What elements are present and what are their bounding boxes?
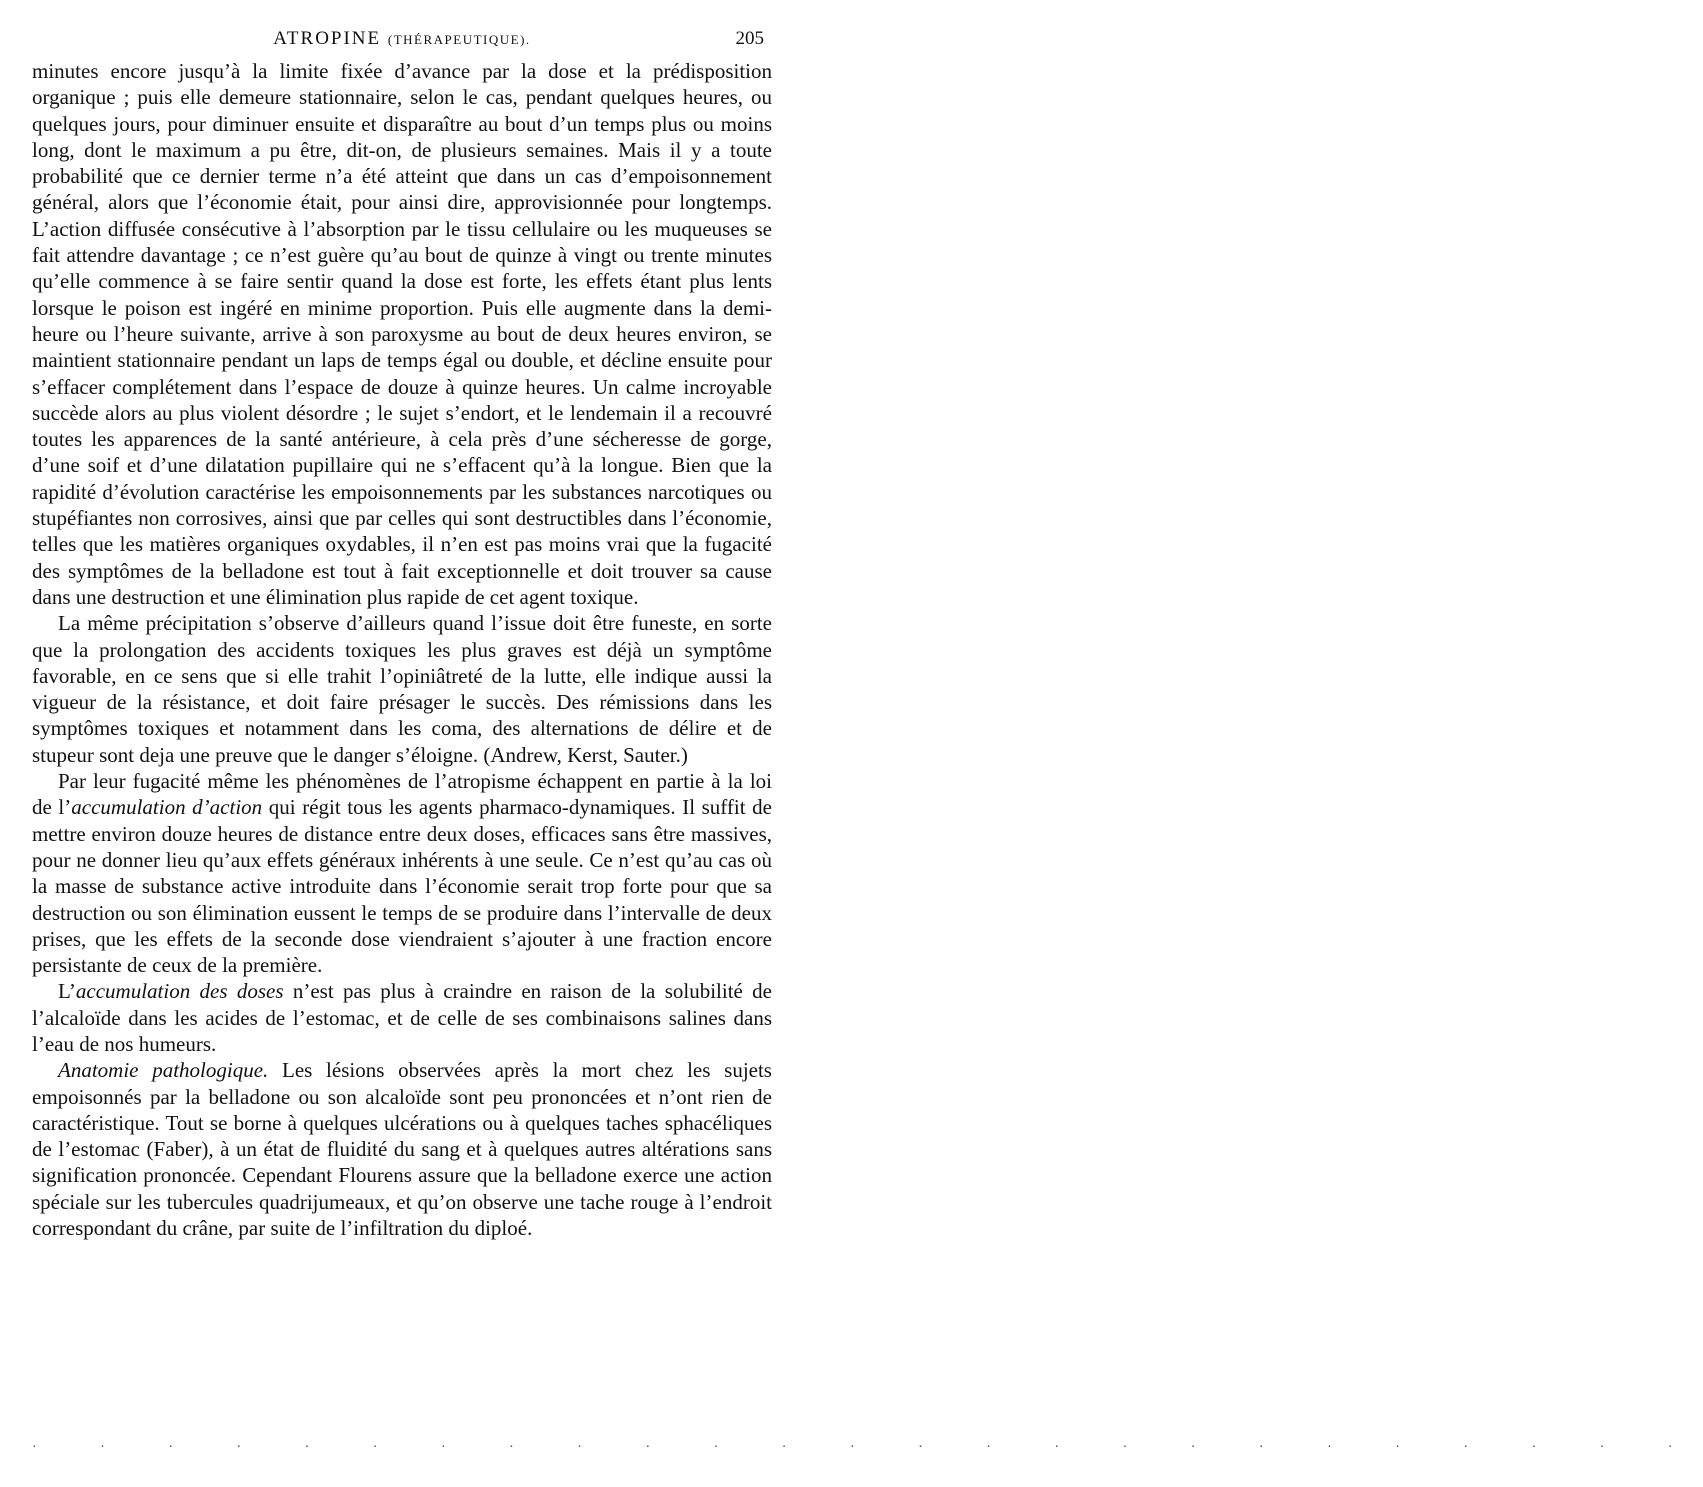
section-heading-italic: Anatomie pathologique. [58, 1058, 269, 1083]
paragraph-accumulation-doses [32, 978, 772, 1057]
running-title-subtitle: (THÉRAPEUTIQUE). [387, 32, 531, 47]
book-page [32, 28, 772, 1241]
paragraph-text: Les lésions observées après la mort chez les sujets empoisonnés par la belladone ou son alcaloïde sont peu prononcées et n’ont rien de caractéristique. Tout se borne à quelques ulcérations ou à quelques taches sphacéliques de l’estomac (Faber), à un état de fluidité du sang et à quelques autres altérations sans signification prononcée. Cependant Flourens assure que la belladone exerce une action spéciale sur les tubercules quadrijumeaux, et qu’on observe une tache rouge à l’endroit correspondant du crâne, par suite de l’infiltration du diploé. [32, 1058, 772, 1241]
paragraph-text: qui régit tous les agents pharmaco-dynamiques. Il suffit de mettre environ douze heures de distance entre deux doses, efficaces sans être massives, pour ne donner lieu qu’aux effets généraux inhérents à une seule. Ce n’est qu’au cas où la masse de substance active introduite dans l’économie serait trop forte pour que sa destruction ou son élimination eussent le temps de se produire dans l’intervalle de deux prises, que les effets de la seconde dose viendraient s’ajouter à une fraction encore persistante de ceux de la première. [32, 795, 773, 978]
running-title-main: ATROPINE [273, 28, 382, 49]
running-title [32, 28, 772, 50]
footer-dot-rule: · · · · · · · · · · · · · · · · · · · · · · · · · [32, 1440, 1703, 1455]
paragraph-anatomie-pathologique [32, 1057, 772, 1241]
page-number: 205 [735, 28, 764, 49]
paragraph-text: L’ [58, 979, 76, 1004]
italic-term: accumulation d’action [71, 795, 263, 820]
paragraph-precipitation: La même précipitation s’observe d’ailleurs quand l’issue doit être funeste, en sorte que la prolongation des accidents toxiques les plus graves est déjà un symptôme favorable, en ce sens que si elle trahit l’opiniâtreté de la lutte, elle indique aussi la vigueur de la résistance, et doit faire présager le succès. Des rémissions dans les symptômes toxiques et notamment dans les coma, des alternations de délire et de stupeur sont deja une preuve que le danger s’éloigne. (Andrew, Kerst, Sauter.) [32, 611, 772, 767]
paragraph-accumulation-action [32, 768, 772, 978]
paragraph-text: n’est pas plus à craindre en raison de la solubilité de l’alcaloïde dans les acides de l’estomac, et de celle de ses combinaisons salines dans l’eau de nos humeurs. [32, 979, 772, 1056]
italic-term: accumulation des doses [75, 979, 284, 1004]
running-head [32, 28, 772, 54]
paragraph-text: Par leur fugacité même les phénomènes de l’atropisme échappent en partie à la loi de l’ [32, 769, 772, 820]
paragraph-continuation: minutes encore jusqu’à la limite fixée d’avance par la dose et la prédisposition organique ; puis elle demeure stationnaire, selon le cas, pendant quelques heures, ou quelques jours, pour diminuer ensuite et disparaître au bout d’un temps plus ou moins long, dont le maximum a pu être, dit-on, de plusieurs semaines. Mais il y a toute probabilité que ce dernier terme n’a été atteint que dans un cas d’empoisonnement général, alors que l’économie était, pour ainsi dire, approvisionnée pour longtemps. L’action diffusée consécutive à l’absorption par le tissu cellulaire ou les muqueuses se fait attendre davantage ; ce n’est guère qu’au bout de quinze à vingt ou trente minutes qu’elle commence à se faire sentir quand la dose est forte, les effets étant plus lents lorsque le poison est ingéré en minime proportion. Puis elle augmente dans la demi-heure ou l’heure suivante, arrive à son paroxysme au bout de deux heures environ, se maintient stationnaire pendant un laps de temps égal ou double, et décline ensuite pour s’effacer complétement dans l’espace de douze à quinze heures. Un calme incroyable succède alors au plus violent désordre ; le sujet s’endort, et le lendemain il a recouvré toutes les apparences de la santé antérieure, à cela près d’une sécheresse de gorge, d’une soif et d’une dilatation pupillaire qui ne s’effacent qu’à la longue. Bien que la rapidité d’évolution caractérise les empoisonnements par les substances narcotiques ou stupéfiantes non corrosives, ainsi que par celles qui sont destructibles dans l’économie, telles que les matières organiques oxydables, il n’en est pas moins vrai que la fugacité des symptômes de la belladone est tout à fait exceptionnelle et doit trouver sa cause dans une destruction et une élimination plus rapide de cet agent toxique. [32, 59, 772, 609]
